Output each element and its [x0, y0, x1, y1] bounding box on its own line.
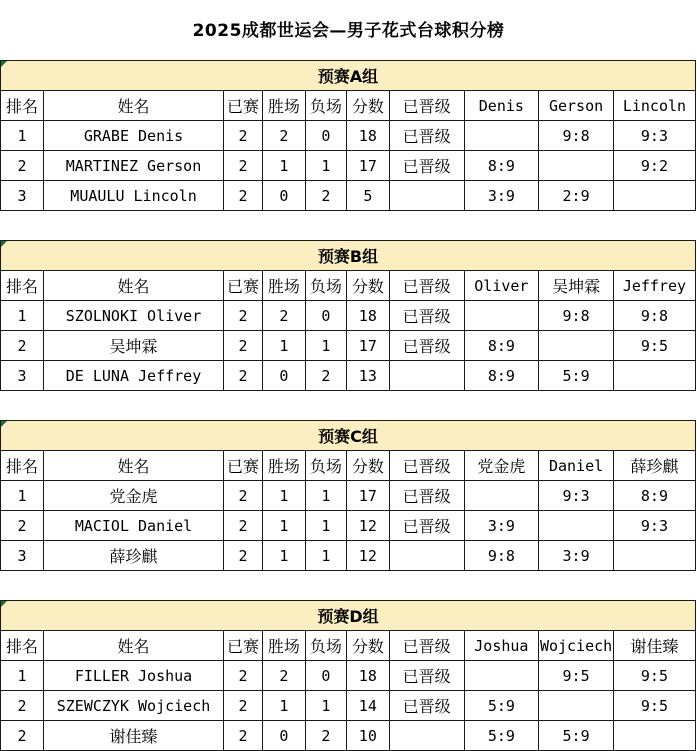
rank-cell: 3 — [1, 181, 44, 211]
cell-corner-marker — [1, 241, 7, 247]
name-header: 姓名 — [43, 91, 223, 121]
points-header: 分数 — [346, 451, 389, 481]
match-result-cell — [539, 151, 614, 181]
rank-header: 排名 — [1, 631, 44, 661]
standings-table — [0, 420, 696, 571]
match-result-cell: 3:9 — [464, 511, 539, 541]
opponent-header: 吴坤霖 — [539, 271, 614, 301]
played-cell: 2 — [224, 481, 263, 511]
player-name-cell: GRABE Denis — [43, 121, 223, 151]
player-name-cell: DE LUNA Jeffrey — [43, 361, 223, 391]
points-cell: 5 — [346, 181, 389, 211]
rank-cell: 2 — [1, 721, 44, 751]
column-header-row — [1, 271, 696, 301]
played-cell: 2 — [224, 361, 263, 391]
wins-cell: 1 — [262, 511, 305, 541]
losses-cell: 2 — [305, 181, 346, 211]
table-row — [1, 541, 696, 571]
qualified-cell: 已晋级 — [389, 481, 464, 511]
wins-header: 胜场 — [262, 631, 305, 661]
wins-cell: 2 — [262, 661, 305, 691]
cell-corner-marker — [1, 421, 7, 427]
name-header: 姓名 — [43, 631, 223, 661]
match-result-cell: 8:9 — [464, 151, 539, 181]
group-header-row — [1, 421, 696, 451]
qualified-cell — [389, 541, 464, 571]
opponent-header: Gerson — [539, 91, 614, 121]
match-result-cell: 5:9 — [539, 361, 614, 391]
match-result-cell — [613, 361, 695, 391]
wins-header: 胜场 — [262, 451, 305, 481]
losses-cell: 1 — [305, 481, 346, 511]
group-header — [1, 241, 696, 271]
losses-cell: 2 — [305, 721, 346, 751]
group-table-1 — [0, 60, 697, 211]
wins-header: 胜场 — [262, 271, 305, 301]
table-row — [1, 691, 696, 721]
table-row — [1, 121, 696, 151]
losses-cell: 0 — [305, 301, 346, 331]
table-row — [1, 481, 696, 511]
match-result-cell: 8:9 — [464, 361, 539, 391]
group-header-row — [1, 241, 696, 271]
standings-table — [0, 240, 696, 391]
played-header: 已赛 — [224, 91, 263, 121]
qualified-cell — [389, 721, 464, 751]
cell-corner-marker — [1, 601, 7, 607]
player-name-cell: MACIOL Daniel — [43, 511, 223, 541]
losses-cell: 2 — [305, 361, 346, 391]
losses-cell: 1 — [305, 331, 346, 361]
qualified-header: 已晋级 — [389, 451, 464, 481]
played-cell: 2 — [224, 301, 263, 331]
played-cell: 2 — [224, 721, 263, 751]
match-result-cell: 5:9 — [464, 721, 539, 751]
losses-header: 负场 — [305, 451, 346, 481]
group-table-4 — [0, 600, 697, 751]
rank-cell: 1 — [1, 121, 44, 151]
standings-table — [0, 60, 696, 211]
points-header: 分数 — [346, 91, 389, 121]
qualified-cell — [389, 181, 464, 211]
opponent-header: Oliver — [464, 271, 539, 301]
losses-cell: 0 — [305, 121, 346, 151]
table-row — [1, 661, 696, 691]
match-result-cell: 9:8 — [613, 301, 695, 331]
match-result-cell — [539, 691, 614, 721]
wins-cell: 2 — [262, 121, 305, 151]
qualified-cell: 已晋级 — [389, 661, 464, 691]
rank-header: 排名 — [1, 451, 44, 481]
player-name-cell: MUAULU Lincoln — [43, 181, 223, 211]
qualified-cell: 已晋级 — [389, 301, 464, 331]
wins-cell: 0 — [262, 181, 305, 211]
wins-cell: 0 — [262, 361, 305, 391]
losses-cell: 1 — [305, 691, 346, 721]
match-result-cell: 9:2 — [613, 151, 695, 181]
column-header-row — [1, 451, 696, 481]
played-cell: 2 — [224, 661, 263, 691]
rank-cell: 2 — [1, 511, 44, 541]
played-cell: 2 — [224, 331, 263, 361]
match-result-cell: 9:3 — [539, 481, 614, 511]
rank-cell: 2 — [1, 331, 44, 361]
played-cell: 2 — [224, 541, 263, 571]
player-name-cell: 吴坤霖 — [43, 331, 223, 361]
table-row — [1, 151, 696, 181]
match-result-cell: 9:5 — [613, 331, 695, 361]
page-title: 2025成都世运会—男子花式台球积分榜 — [192, 21, 505, 41]
match-result-cell: 9:5 — [613, 661, 695, 691]
name-header: 姓名 — [43, 451, 223, 481]
player-name-cell: SZEWCZYK Wojciech — [43, 691, 223, 721]
points-header: 分数 — [346, 631, 389, 661]
points-cell: 14 — [346, 691, 389, 721]
rank-cell: 1 — [1, 481, 44, 511]
match-result-cell: 5:9 — [464, 691, 539, 721]
match-result-cell — [613, 541, 695, 571]
cell-corner-marker — [1, 61, 7, 67]
match-result-cell — [539, 511, 614, 541]
standings-table — [0, 600, 696, 751]
points-cell: 18 — [346, 121, 389, 151]
wins-cell: 1 — [262, 691, 305, 721]
played-header: 已赛 — [224, 271, 263, 301]
group-header-row — [1, 61, 696, 91]
rank-cell: 3 — [1, 541, 44, 571]
group-title: 预赛A组 — [317, 67, 379, 86]
rank-cell: 1 — [1, 301, 44, 331]
match-result-cell: 9:5 — [539, 661, 614, 691]
played-cell: 2 — [224, 181, 263, 211]
rank-cell: 2 — [1, 691, 44, 721]
match-result-cell: 3:9 — [464, 181, 539, 211]
opponent-header: Wojciech — [539, 631, 614, 661]
rank-cell: 1 — [1, 661, 44, 691]
match-result-cell — [464, 121, 539, 151]
player-name-cell: FILLER Joshua — [43, 661, 223, 691]
played-header: 已赛 — [224, 631, 263, 661]
table-row — [1, 331, 696, 361]
opponent-header: Denis — [464, 91, 539, 121]
match-result-cell — [464, 481, 539, 511]
played-cell: 2 — [224, 511, 263, 541]
points-cell: 12 — [346, 511, 389, 541]
table-row — [1, 721, 696, 751]
losses-cell: 0 — [305, 661, 346, 691]
points-cell: 13 — [346, 361, 389, 391]
qualified-cell — [389, 361, 464, 391]
match-result-cell: 8:9 — [613, 481, 695, 511]
group-header-row — [1, 601, 696, 631]
losses-header: 负场 — [305, 631, 346, 661]
match-result-cell: 3:9 — [539, 541, 614, 571]
opponent-header: Daniel — [539, 451, 614, 481]
opponent-header: 谢佳臻 — [613, 631, 695, 661]
rank-cell: 3 — [1, 361, 44, 391]
match-result-cell: 9:8 — [539, 301, 614, 331]
points-cell: 18 — [346, 661, 389, 691]
match-result-cell: 9:3 — [613, 121, 695, 151]
player-name-cell: 谢佳臻 — [43, 721, 223, 751]
group-table-3 — [0, 420, 697, 571]
wins-cell: 2 — [262, 301, 305, 331]
qualified-cell: 已晋级 — [389, 691, 464, 721]
losses-header: 负场 — [305, 91, 346, 121]
wins-cell: 1 — [262, 541, 305, 571]
wins-cell: 1 — [262, 331, 305, 361]
played-cell: 2 — [224, 151, 263, 181]
rank-header: 排名 — [1, 91, 44, 121]
qualified-cell: 已晋级 — [389, 331, 464, 361]
match-result-cell: 9:5 — [613, 691, 695, 721]
rank-header: 排名 — [1, 271, 44, 301]
points-cell: 12 — [346, 541, 389, 571]
group-title: 预赛D组 — [317, 607, 379, 626]
column-header-row — [1, 631, 696, 661]
opponent-header: Jeffrey — [613, 271, 695, 301]
points-cell: 17 — [346, 331, 389, 361]
rank-cell: 2 — [1, 151, 44, 181]
table-row — [1, 301, 696, 331]
player-name-cell: 薛珍麒 — [43, 541, 223, 571]
match-result-cell — [613, 181, 695, 211]
player-name-cell: 党金虎 — [43, 481, 223, 511]
losses-header: 负场 — [305, 271, 346, 301]
match-result-cell — [464, 301, 539, 331]
group-header — [1, 421, 696, 451]
table-row — [1, 361, 696, 391]
played-cell: 2 — [224, 121, 263, 151]
match-result-cell — [464, 661, 539, 691]
qualified-header: 已晋级 — [389, 631, 464, 661]
wins-cell: 1 — [262, 481, 305, 511]
qualified-header: 已晋级 — [389, 271, 464, 301]
table-row — [1, 181, 696, 211]
points-header: 分数 — [346, 271, 389, 301]
opponent-header: Lincoln — [613, 91, 695, 121]
name-header: 姓名 — [43, 271, 223, 301]
qualified-cell: 已晋级 — [389, 511, 464, 541]
player-name-cell: MARTINEZ Gerson — [43, 151, 223, 181]
losses-cell: 1 — [305, 511, 346, 541]
wins-cell: 1 — [262, 151, 305, 181]
points-cell: 17 — [346, 481, 389, 511]
match-result-cell: 9:3 — [613, 511, 695, 541]
wins-cell: 0 — [262, 721, 305, 751]
match-result-cell — [613, 721, 695, 751]
column-header-row — [1, 91, 696, 121]
match-result-cell: 9:8 — [464, 541, 539, 571]
group-title: 预赛B组 — [317, 247, 379, 266]
points-cell: 18 — [346, 301, 389, 331]
qualified-header: 已晋级 — [389, 91, 464, 121]
played-header: 已赛 — [224, 451, 263, 481]
match-result-cell: 5:9 — [539, 721, 614, 751]
points-cell: 17 — [346, 151, 389, 181]
match-result-cell: 8:9 — [464, 331, 539, 361]
group-header — [1, 601, 696, 631]
wins-header: 胜场 — [262, 91, 305, 121]
opponent-header: 党金虎 — [464, 451, 539, 481]
opponent-header: Joshua — [464, 631, 539, 661]
match-result-cell — [539, 331, 614, 361]
match-result-cell: 9:8 — [539, 121, 614, 151]
match-result-cell: 2:9 — [539, 181, 614, 211]
losses-cell: 1 — [305, 151, 346, 181]
group-table-2 — [0, 240, 697, 391]
group-header — [1, 61, 696, 91]
qualified-cell: 已晋级 — [389, 121, 464, 151]
losses-cell: 1 — [305, 541, 346, 571]
group-title: 预赛C组 — [318, 427, 378, 446]
qualified-cell: 已晋级 — [389, 151, 464, 181]
opponent-header: 薛珍麒 — [613, 451, 695, 481]
played-cell: 2 — [224, 691, 263, 721]
table-row — [1, 511, 696, 541]
player-name-cell: SZOLNOKI Oliver — [43, 301, 223, 331]
points-cell: 10 — [346, 721, 389, 751]
